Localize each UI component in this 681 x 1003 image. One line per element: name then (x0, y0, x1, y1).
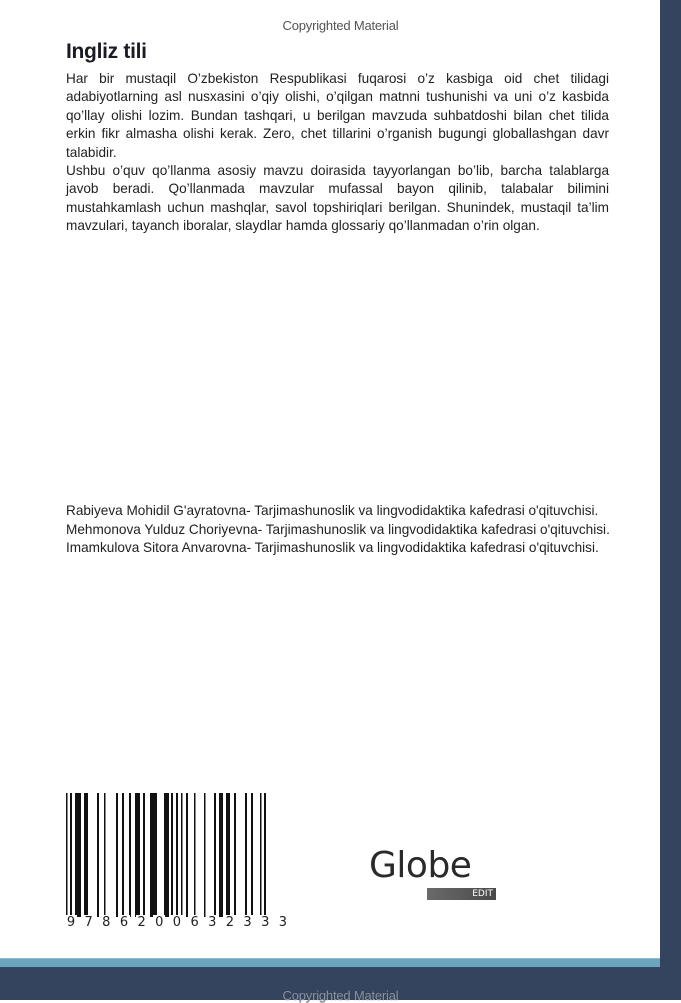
blurb-paragraph: Har bir mustaqil O’zbekiston Respublikasi fuqarosi o’z kasbiga oid chet tilidagi adabiyotlarning asl nusxasini o’qiy olishi, o’qilgan matnni tushunishi va uni o’z kasbida qo’llay olishi lozim. Bundan tashqari, u berilgan mavzuda suhbatdoshi bilan chet tilida erkin fikr almasha olishi kerak. Zero, chet tillarini o’rganish bugungi globallashgan davr talabidir. (66, 71, 609, 160)
author-entry: Rabiyeva Mohidil G'ayratovna- Tarjimashunoslik va lingvodidaktika kafedrasi o'qituvchisi. (66, 503, 599, 518)
logo-text-part: Gl (369, 845, 406, 886)
isbn-digit: 9 (66, 915, 76, 930)
isbn-digit: 2 (137, 915, 146, 930)
copyright-watermark-bottom: Copyrighted Material (282, 988, 399, 1003)
logo-text-part: be (427, 845, 472, 886)
isbn-digit: 6 (190, 915, 199, 930)
publisher-logo (369, 845, 499, 908)
barcode-icon (66, 793, 266, 929)
isbn-digit: 8 (102, 915, 111, 930)
book-spine-edge (660, 0, 681, 1000)
isbn-barcode (66, 793, 266, 929)
book-title: Ingliz tili (66, 40, 147, 63)
publisher-logo-wordmark (369, 845, 499, 886)
isbn-digit: 3 (261, 915, 270, 930)
globe-icon: o (405, 845, 428, 886)
bottom-accent-stripe (0, 958, 660, 968)
copyright-watermark-top: Copyrighted Material (282, 18, 399, 33)
publisher-logo-edit-badge: EDIT (427, 888, 496, 900)
isbn-digit: 0 (155, 915, 164, 930)
isbn-digits (65, 915, 295, 930)
book-blurb (66, 70, 609, 236)
author-entry: Imamkulova Sitora Anvarovna- Tarjimashunoslik va lingvodidaktika kafedrasi o'qituvchisi. (66, 540, 599, 555)
isbn-digit: 6 (119, 915, 129, 930)
isbn-digit: 3 (243, 915, 252, 930)
isbn-digit: 0 (172, 915, 182, 930)
isbn-digit: 2 (225, 915, 235, 930)
author-list (66, 502, 626, 558)
isbn-digit: 7 (84, 915, 93, 930)
author-entry: Mehmonova Yulduz Choriyevna- Tarjimashunoslik va lingvodidaktika kafedrasi o'qituvchisi. (66, 521, 610, 537)
blurb-paragraph: Ushbu o’quv qo’llanma asosiy mavzu doirasida tayyorlangan bo’lib, barcha talablarga javob beradi. Qo’llanmada mavzular mufassal bayon qilinib, talabalar bilimini mustahkamlash uchun mashqlar, savol topshiriqlari berilgan. Shunindek, mustaqil ta’lim mavzulari, tayanch iboralar, slaydlar hamda glossariy qo’llanmadan o’rin olgan. (66, 163, 609, 234)
isbn-digit: 3 (278, 915, 288, 930)
isbn-digit: 3 (208, 915, 217, 930)
